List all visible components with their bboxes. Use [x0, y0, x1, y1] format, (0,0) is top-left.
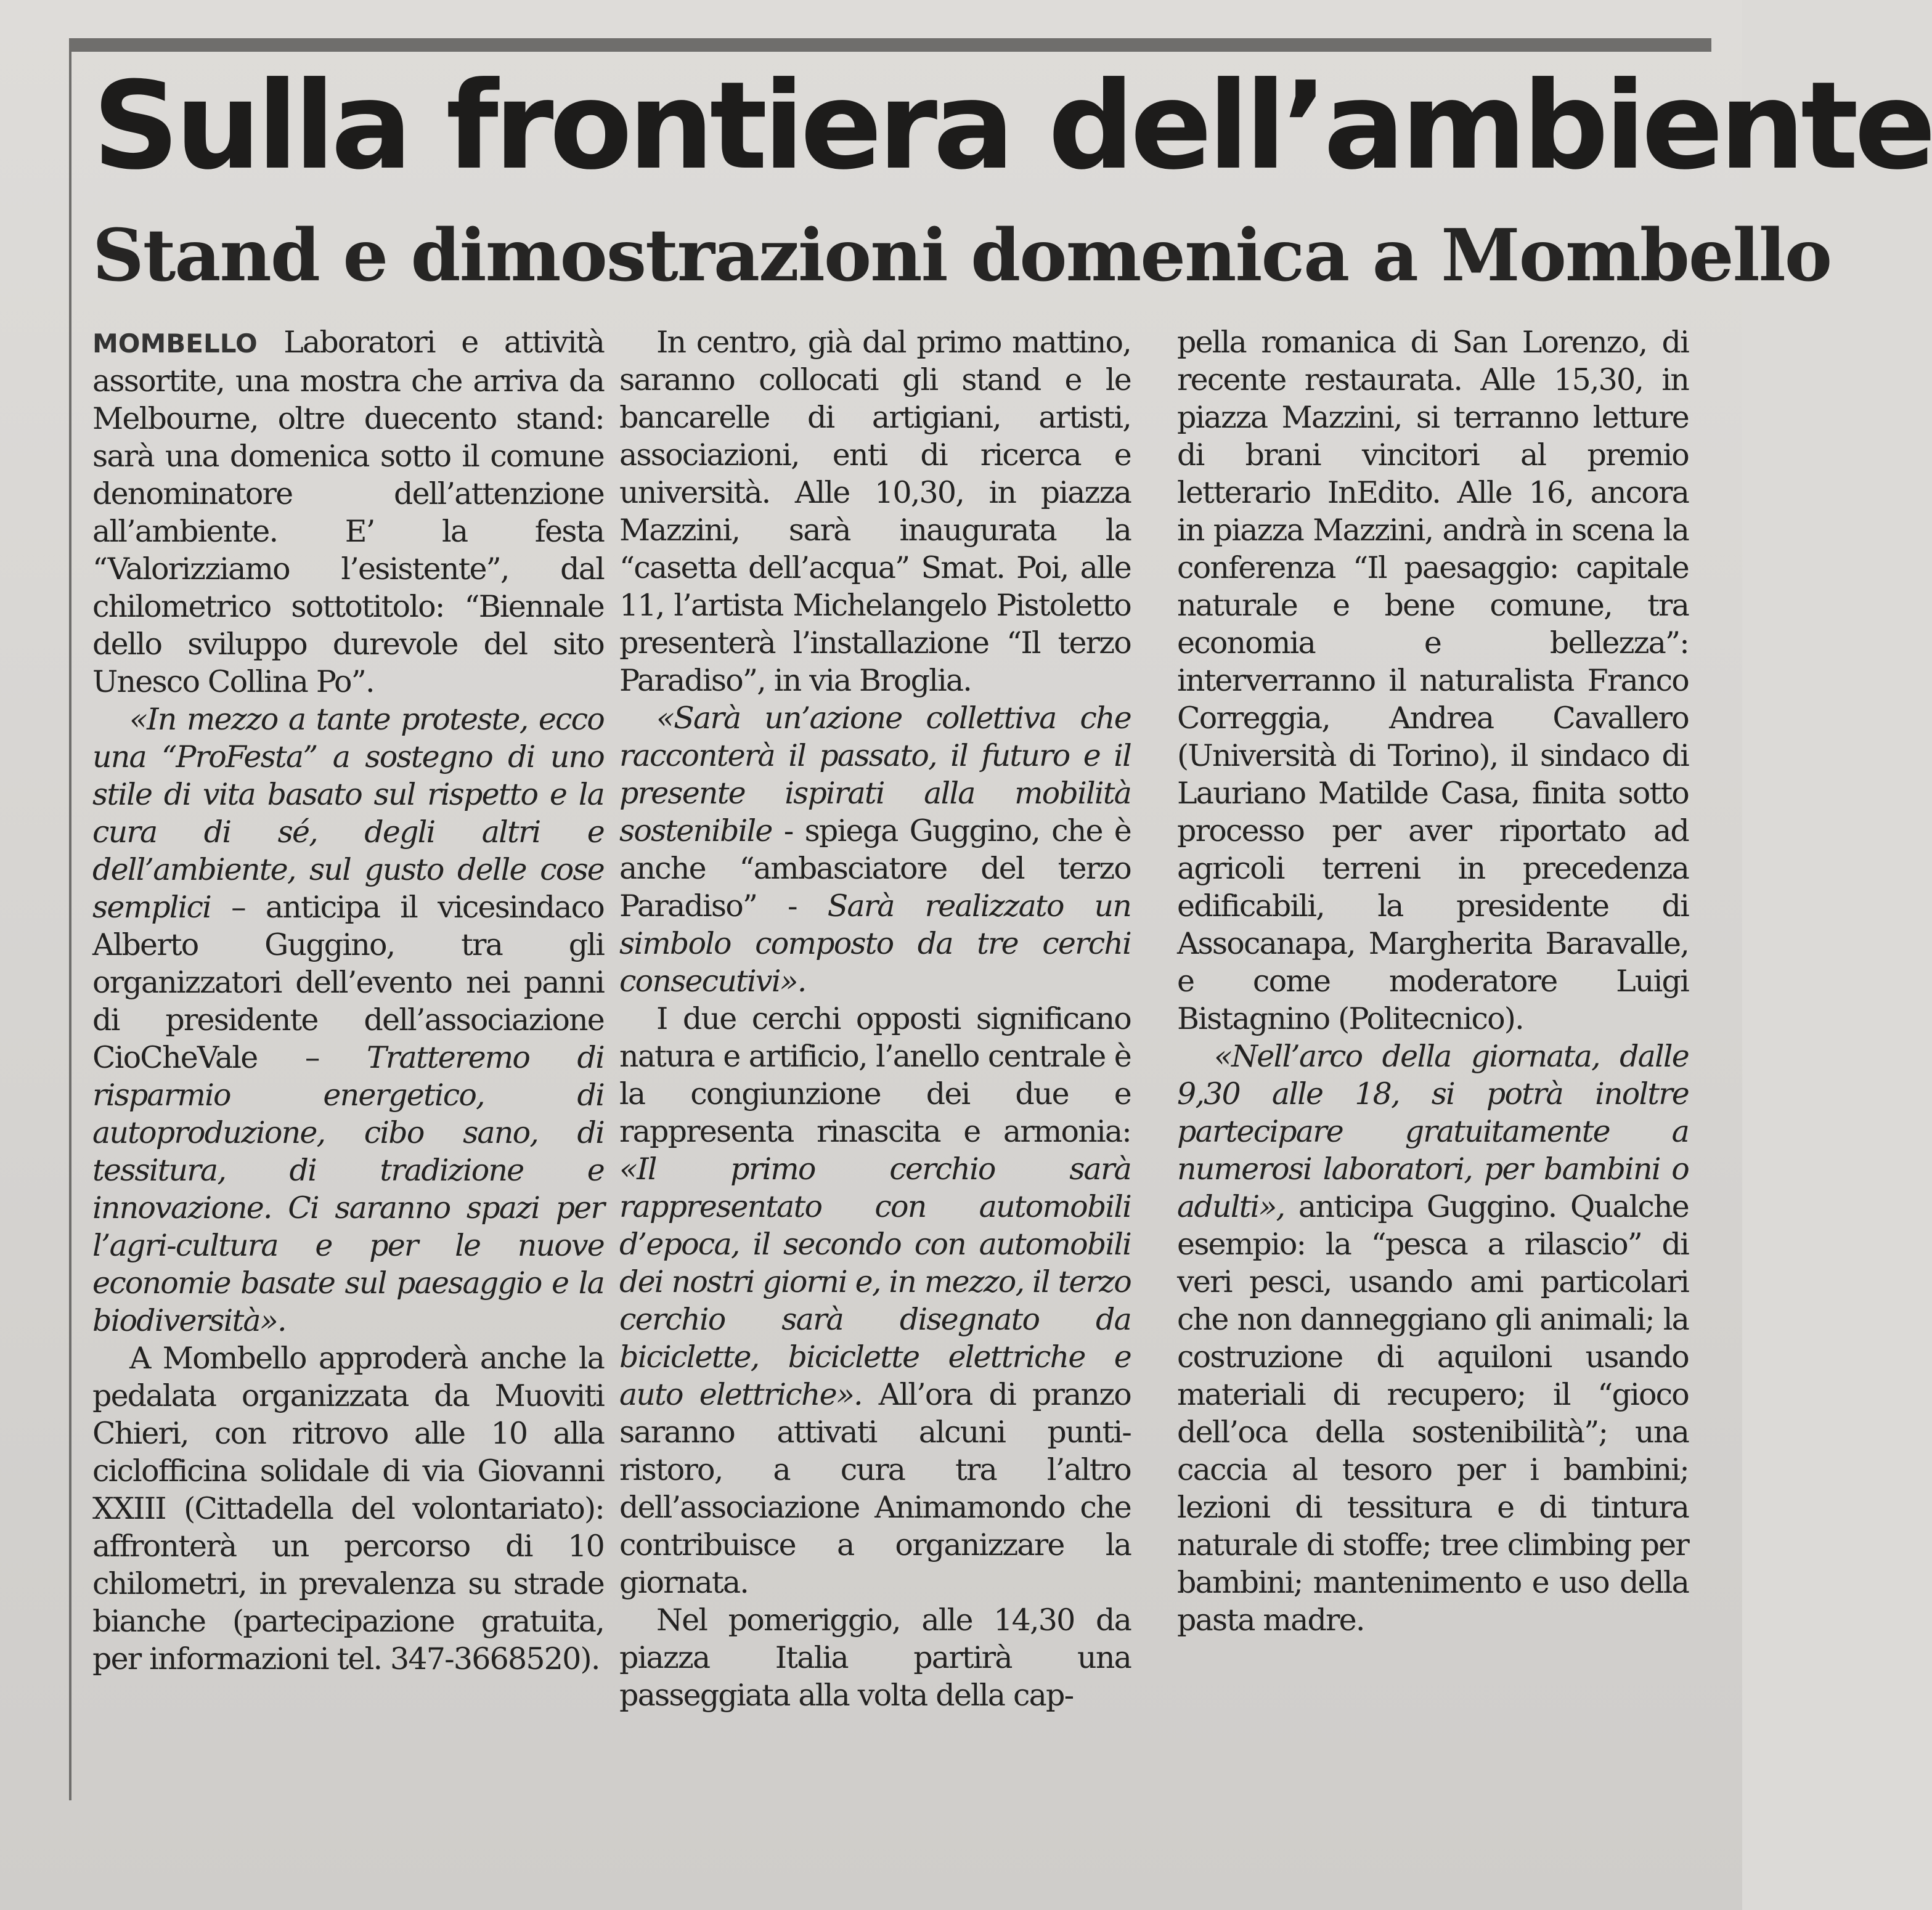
article-column-2	[619, 323, 1131, 1714]
subheadline: Stand e dimostrazioni domenica a Mombello	[92, 214, 1832, 298]
left-rule	[69, 38, 71, 1800]
quote: Sarà realizzato un simbolo composto da tre cerchi consecutivi».	[619, 888, 1131, 999]
paragraph	[619, 1000, 1131, 1601]
paragraph: Nel pomeriggio, alle 14,30 da piazza Italia partirà una passeggiata alla volta della cap-	[619, 1603, 1131, 1713]
paragraph-text: – anticipa il vicesindaco Alberto Guggino, tra gli organizzatori dell’evento nei panni di presidente dell’associazione CioCheVale –	[92, 890, 604, 1075]
paragraph: In centro, già dal primo mattino, saranno collocati gli stand e le bancarelle di artigiani, artisti, associazioni, enti di ricerca e università. Alle 10,30, in piazza Mazzini, sarà inaugurata la “casetta dell’acqua” Smat. Poi, alle 11, l’artista Michelangelo Pistoletto presenterà l’installazione “Il terzo Paradiso”, in via Broglia.	[619, 325, 1131, 698]
quote: «In mezzo a tante proteste, ecco una “ProFesta” a sostegno di uno stile di vita basato sul rispetto e la cura di sé, degli altri e dell’ambiente, sul gusto delle cose semplici	[92, 702, 604, 925]
paragraph-text: I due cerchi opposti significano natura e artificio, l’anello centrale è la congiunzione dei due e rappresenta rinascita e armonia:	[619, 1001, 1131, 1149]
paragraph	[1177, 1038, 1689, 1639]
top-rule	[69, 38, 1711, 52]
quote: «Sarà un’azione collettiva che racconterà il passato, il futuro e il presente ispirati alla mobilità sostenibile	[619, 701, 1131, 848]
headline: Sulla frontiera dell’ambiente	[92, 56, 1932, 197]
paragraph-text: Laboratori e attività assortite, una mostra che arriva da Melbourne, oltre duecento stand: sarà una domenica sotto il comune denominatore dell’attenzione all’ambiente. E’ la festa “Valorizziamo l’esistente”, dal chilometrico sottotitolo: “Biennale dello sviluppo durevole del sito Unesco Collina Po”.	[92, 325, 604, 699]
paragraph-text: - spiega Guggino, che è anche “ambasciatore del terzo Paradiso” -	[619, 813, 1131, 924]
quote: «Nell’arco della giornata, dalle 9,30 alle 18, si potrà inoltre partecipare gratuitamente a numerosi laboratori, per bambini o adulti»,	[1177, 1039, 1689, 1224]
paragraph	[92, 701, 604, 1339]
quote: Tratteremo di risparmio energetico, di autoproduzione, cibo sano, di tessitura, di tradizione e innovazione. Ci saranno spazi per l’agri-cultura e per le nuove economie basate sul paesaggio e la biodiversità».	[92, 1040, 604, 1338]
paragraph-text: All’ora di pranzo saranno attivati alcuni punti-ristoro, a cura tra l’altro dell’associazione Animamondo che contribuisce a organizzare la giornata.	[619, 1377, 1131, 1600]
paragraph: A Mombello approderà anche la pedalata organizzata da Muoviti Chieri, con ritrovo alle 10 alla ciclofficina solidale di via Giovanni XXIII (Cittadella del volontariato): affronterà un percorso di 10 chilometri, in prevalenza su strade bianche (partecipazione gratuita, per informazioni tel. 347-3668520).	[92, 1341, 604, 1676]
article-column-1	[92, 323, 604, 1678]
dateline: MOMBELLO	[92, 328, 258, 359]
paragraph	[619, 699, 1131, 1000]
paragraph	[92, 323, 604, 701]
article-column-3	[1177, 323, 1689, 1639]
quote: «Il primo cerchio sarà rappresentato con automobili d’epoca, il secondo con automobili dei nostri giorni e, in mezzo, il terzo cerchio sarà disegnato da biciclette, biciclette elettriche e auto elettriche».	[619, 1152, 1131, 1412]
paragraph-text: anticipa Guggino. Qualche esempio: la “pesca a rilascio” di veri pesci, usando ami particolari che non danneggiano gli animali; la costruzione di aquiloni usando materiali di recupero; il “gioco dell’oca della sostenibilità”; una caccia al tesoro per i bambini; lezioni di tessitura e di tintura naturale di stoffe; tree climbing per bambini; mantenimento e uso della pasta madre.	[1177, 1189, 1689, 1638]
paragraph: pella romanica di San Lorenzo, di recente restaurata. Alle 15,30, in piazza Mazzini, si terranno letture di brani vincitori al premio letterario InEdito. Alle 16, ancora in piazza Mazzini, andrà in scena la conferenza “Il paesaggio: capitale naturale e bene comune, tra economia e bellezza”: interverranno il naturalista Franco Correggia, Andrea Cavallero (Università di Torino), il sindaco di Lauriano Matilde Casa, finita sotto processo per aver riportato ad agricoli terreni in precedenza edificabili, la presidente di Assocanapa, Margherita Baravalle, e come moderatore Luigi Bistagnino (Politecnico).	[1177, 325, 1689, 1036]
